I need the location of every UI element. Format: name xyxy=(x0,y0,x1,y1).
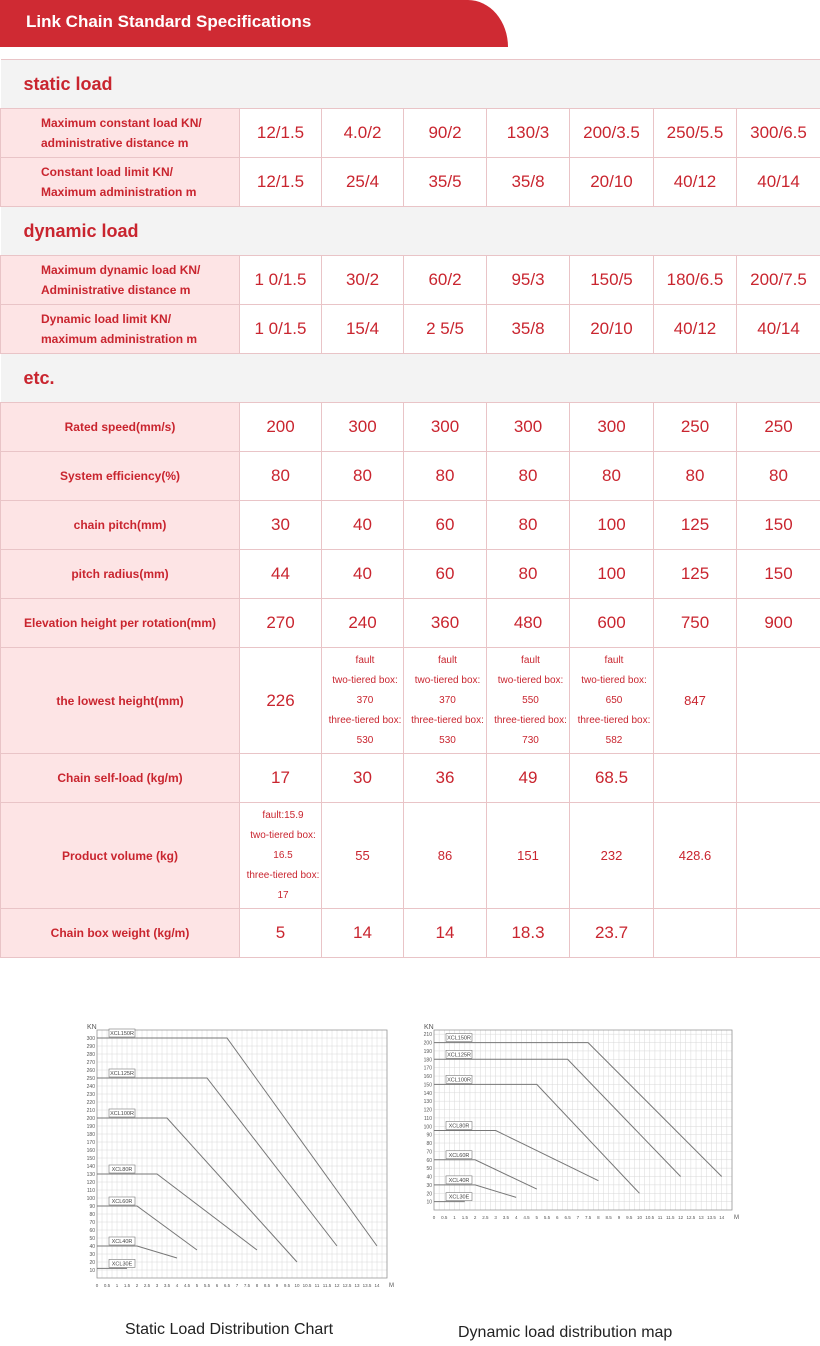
y-tick-label: 190 xyxy=(86,1124,95,1130)
grid xyxy=(97,1030,387,1278)
table-cell: 40 xyxy=(322,501,404,550)
x-tick-label: 0 xyxy=(432,1215,436,1220)
cell-line: 650 xyxy=(605,694,623,706)
x-axis-label: M xyxy=(389,1283,394,1289)
x-tick-label: 9 xyxy=(617,1215,621,1220)
table-cell: 480 xyxy=(487,599,570,648)
row-label: the lowest height(mm) xyxy=(1,648,240,754)
table-cell: 270 xyxy=(240,599,322,648)
x-tick-label: 11 xyxy=(657,1215,663,1220)
table-cell: 55 xyxy=(322,803,404,909)
y-tick-label: 50 xyxy=(89,1236,95,1242)
table-cell: 40/14 xyxy=(737,158,820,207)
y-tick-label: 180 xyxy=(86,1132,95,1138)
y-tick-label: 120 xyxy=(86,1180,95,1186)
x-tick-label: 4 xyxy=(514,1215,518,1220)
table-cell: 86 xyxy=(404,803,487,909)
table-cell: 12/1.5 xyxy=(240,158,322,207)
table-cell: 35/5 xyxy=(404,158,487,207)
table-row xyxy=(1,256,820,305)
x-tick-label: 10 xyxy=(637,1215,643,1220)
x-tick-label: 8 xyxy=(597,1215,600,1220)
x-tick-label: 13 xyxy=(354,1283,360,1288)
series-label: XCL30E xyxy=(111,1261,133,1268)
row-label: pitch radius(mm) xyxy=(1,550,240,599)
table-cell: 2 5/5 xyxy=(404,305,487,354)
table-cell: 90/2 xyxy=(404,109,487,158)
x-tick-label: 10 xyxy=(294,1283,300,1288)
table-cell: 80 xyxy=(570,452,654,501)
grid xyxy=(434,1030,732,1210)
table-cell: 80 xyxy=(404,452,487,501)
table-cell: 44 xyxy=(240,550,322,599)
cell-line: 582 xyxy=(605,734,623,746)
y-tick-label: 140 xyxy=(86,1164,95,1170)
table-row xyxy=(1,158,820,207)
x-tick-label: 5 xyxy=(535,1215,539,1220)
y-tick-label: 150 xyxy=(423,1082,432,1089)
row-label: Product volume (kg) xyxy=(1,803,240,909)
series-label: XCL125R xyxy=(447,1052,471,1059)
y-tick-label: 190 xyxy=(423,1048,432,1055)
cell-line: 16.5 xyxy=(273,849,293,861)
y-tick-label: 40 xyxy=(89,1244,95,1250)
section-dynamic xyxy=(1,207,820,256)
table-cell: 30 xyxy=(322,754,404,803)
table-cell: 300 xyxy=(570,403,654,452)
x-tick-label: 1 xyxy=(453,1215,456,1220)
table-cell: 250 xyxy=(654,403,737,452)
table-cell xyxy=(654,754,737,803)
x-tick-label: 7 xyxy=(576,1215,580,1220)
row-label xyxy=(1,158,240,207)
y-tick-label: 60 xyxy=(426,1157,432,1164)
x-tick-label: 1.5 xyxy=(461,1215,468,1220)
y-tick-label: 80 xyxy=(89,1212,95,1218)
y-tick-label: 270 xyxy=(86,1060,95,1066)
x-tick-label: 2 xyxy=(473,1215,477,1220)
y-tick-label: 240 xyxy=(86,1084,95,1090)
y-tick-label: 250 xyxy=(86,1076,95,1082)
cell-line: 550 xyxy=(522,694,539,706)
y-tick-label: 160 xyxy=(86,1148,95,1154)
row-label: Chain box weight (kg/m) xyxy=(1,909,240,958)
x-axis-label: M xyxy=(734,1215,739,1221)
table-row xyxy=(1,803,820,909)
table-cell: 49 xyxy=(487,754,570,803)
table-cell: 60/2 xyxy=(404,256,487,305)
x-tick-label: 11.5 xyxy=(322,1283,332,1288)
cell-line: 370 xyxy=(439,694,456,706)
y-tick-label: 210 xyxy=(423,1032,432,1039)
x-tick-label: 9 xyxy=(275,1283,279,1288)
table-cell: 100 xyxy=(570,550,654,599)
table-cell: 360 xyxy=(404,599,487,648)
y-tick-label: 200 xyxy=(423,1040,432,1047)
series-label: XCL150R xyxy=(110,1031,134,1037)
x-tick-label: 12.5 xyxy=(342,1283,352,1288)
table-cell xyxy=(737,803,820,909)
y-tick-label: 260 xyxy=(86,1068,95,1074)
table-cell: 900 xyxy=(737,599,820,648)
table-cell: 250/5.5 xyxy=(654,109,737,158)
x-tick-label: 3 xyxy=(494,1215,497,1220)
section-etc xyxy=(1,354,820,403)
y-tick-label: 230 xyxy=(86,1092,95,1098)
table-cell: 14 xyxy=(404,909,487,958)
table-row xyxy=(1,403,820,452)
table-cell: 300 xyxy=(322,403,404,452)
table-cell-multiline xyxy=(404,648,487,754)
y-tick-label: 120 xyxy=(423,1107,432,1114)
table-row xyxy=(1,648,820,754)
series-label: XCL30E xyxy=(448,1194,470,1201)
table-cell: 240 xyxy=(322,599,404,648)
table-cell: 232 xyxy=(570,803,654,909)
table-cell: 100 xyxy=(570,501,654,550)
series-label: XCL125R xyxy=(110,1071,134,1077)
series-label: XCL80R xyxy=(111,1167,133,1173)
row-label-line: Dynamic load limit KN/ xyxy=(41,312,172,326)
x-tick-label: 8.5 xyxy=(605,1215,612,1220)
table-cell: 180/6.5 xyxy=(654,256,737,305)
spec-table xyxy=(0,59,820,958)
table-cell: 80 xyxy=(654,452,737,501)
x-tick-label: 3 xyxy=(155,1283,159,1288)
table-cell: 17 xyxy=(240,754,322,803)
x-tick-label: 0 xyxy=(95,1283,99,1288)
table-cell: 1 0/1.5 xyxy=(240,256,322,305)
cell-line: three-tiered box: xyxy=(246,869,320,881)
y-tick-label: 170 xyxy=(86,1140,95,1146)
table-cell xyxy=(737,909,820,958)
x-tick-label: 13.5 xyxy=(707,1215,716,1220)
table-cell: 15/4 xyxy=(322,305,404,354)
dynamic-load-chart xyxy=(422,1020,742,1230)
y-tick-label: 40 xyxy=(426,1174,432,1181)
x-tick-label: 5.5 xyxy=(203,1283,211,1288)
table-cell: 5 xyxy=(240,909,322,958)
row-label-line: Maximum dynamic load KN/ xyxy=(41,263,201,277)
cell-line: 370 xyxy=(356,694,374,706)
table-cell: 300/6.5 xyxy=(737,109,820,158)
x-tick-label: 0.5 xyxy=(441,1215,448,1220)
row-label: chain pitch(mm) xyxy=(1,501,240,550)
table-cell: 750 xyxy=(654,599,737,648)
y-tick-label: 140 xyxy=(423,1090,432,1097)
table-row xyxy=(1,909,820,958)
y-tick-label: 20 xyxy=(89,1260,95,1266)
table-row xyxy=(1,109,820,158)
y-tick-label: 20 xyxy=(426,1191,432,1198)
x-tick-label: 1.5 xyxy=(123,1283,131,1288)
table-cell: 150 xyxy=(737,550,820,599)
table-cell: 300 xyxy=(487,403,570,452)
x-tick-label: 9.5 xyxy=(626,1215,633,1220)
y-tick-label: 220 xyxy=(86,1100,95,1106)
x-tick-label: 14 xyxy=(374,1283,380,1288)
y-tick-label: 90 xyxy=(89,1204,95,1210)
table-cell: 250 xyxy=(737,403,820,452)
cell-line: two-tiered box: xyxy=(581,674,647,686)
table-cell: 95/3 xyxy=(487,256,570,305)
x-tick-label: 3.5 xyxy=(163,1283,171,1288)
y-tick-label: 280 xyxy=(86,1052,95,1058)
x-tick-label: 5.5 xyxy=(543,1215,551,1220)
table-cell: 1 0/1.5 xyxy=(240,305,322,354)
row-label: Rated speed(mm/s) xyxy=(1,403,240,452)
dynamic-chart-caption: Dynamic load distribution map xyxy=(458,1324,673,1341)
x-tick-label: 11 xyxy=(314,1283,320,1288)
table-row xyxy=(1,452,820,501)
y-tick-label: 170 xyxy=(423,1065,432,1072)
y-tick-label: 110 xyxy=(424,1115,432,1122)
x-tick-label: 8 xyxy=(255,1283,259,1288)
table-cell: 428.6 xyxy=(654,803,737,909)
x-tick-label: 4.5 xyxy=(183,1283,191,1288)
y-axis-label: KN xyxy=(424,1024,434,1031)
series-label: XCL40R xyxy=(111,1239,133,1245)
row-label-line: administrative distance m xyxy=(41,136,189,150)
table-cell: 60 xyxy=(404,501,487,550)
table-cell: 40/12 xyxy=(654,158,737,207)
table-cell: 35/8 xyxy=(487,158,570,207)
table-cell-multiline xyxy=(570,648,654,754)
row-label-line: maximum administration m xyxy=(41,332,198,346)
series-label: XCL60R xyxy=(111,1199,133,1205)
cell-line: fault xyxy=(604,654,624,666)
row-label-line: Constant load limit KN/ xyxy=(41,165,173,179)
table-cell-multiline xyxy=(240,803,322,909)
y-tick-label: 300 xyxy=(86,1036,95,1042)
table-cell: 20/10 xyxy=(570,158,654,207)
section-title: etc. xyxy=(1,354,820,403)
row-label: System efficiency(%) xyxy=(1,452,240,501)
table-cell: 30 xyxy=(240,501,322,550)
section-title: static load xyxy=(1,60,820,109)
table-cell: 150/5 xyxy=(570,256,654,305)
table-cell: 80 xyxy=(487,452,570,501)
static-chart-caption: Static Load Distribution Chart xyxy=(125,1321,334,1338)
cell-line: 730 xyxy=(522,734,539,746)
x-tick-label: 6 xyxy=(556,1215,559,1220)
y-tick-label: 30 xyxy=(426,1182,432,1189)
table-cell: 150 xyxy=(737,501,820,550)
x-tick-label: 11.5 xyxy=(666,1215,675,1220)
y-tick-label: 70 xyxy=(426,1149,432,1156)
y-tick-label: 110 xyxy=(87,1188,95,1194)
row-label-line: Administrative distance m xyxy=(41,283,191,297)
row-label: Elevation height per rotation(mm) xyxy=(1,599,240,648)
row-label-line: Maximum administration m xyxy=(41,185,197,199)
table-cell: 80 xyxy=(240,452,322,501)
cell-line: three-tiered box: xyxy=(494,714,567,726)
row-label xyxy=(1,256,240,305)
cell-line: two-tiered box: xyxy=(332,674,398,686)
table-cell: 151 xyxy=(487,803,570,909)
x-tick-label: 8.5 xyxy=(263,1283,271,1288)
x-tick-label: 0.5 xyxy=(103,1283,111,1288)
table-cell: 125 xyxy=(654,501,737,550)
x-tick-label: 2.5 xyxy=(482,1215,489,1220)
y-tick-label: 90 xyxy=(426,1132,432,1139)
series-label: XCL60R xyxy=(448,1152,470,1159)
table-cell xyxy=(654,909,737,958)
series-label: XCL100R xyxy=(447,1077,471,1084)
table-cell: 4.0/2 xyxy=(322,109,404,158)
cell-line: fault xyxy=(438,654,457,666)
cell-line: three-tiered box: xyxy=(411,714,484,726)
table-cell: 23.7 xyxy=(570,909,654,958)
table-row xyxy=(1,550,820,599)
y-tick-label: 290 xyxy=(86,1044,95,1050)
cell-line: 530 xyxy=(439,734,456,746)
table-cell: 36 xyxy=(404,754,487,803)
cell-line: two-tiered box: xyxy=(414,674,481,686)
table-cell: 80 xyxy=(737,452,820,501)
row-label xyxy=(1,305,240,354)
cell-line: two-tiered box: xyxy=(497,674,564,686)
x-tick-label: 13 xyxy=(698,1215,704,1220)
table-cell: 18.3 xyxy=(487,909,570,958)
table-row xyxy=(1,754,820,803)
cell-line: 17 xyxy=(277,889,289,901)
x-tick-label: 10.5 xyxy=(645,1215,655,1220)
y-tick-label: 80 xyxy=(426,1141,432,1148)
table-cell: 200/7.5 xyxy=(737,256,820,305)
cell-line: two-tiered box: xyxy=(250,829,316,841)
series-label: XCL100R xyxy=(110,1111,134,1117)
x-tick-label: 7 xyxy=(235,1283,239,1288)
y-axis-label: KN xyxy=(87,1024,97,1031)
y-tick-label: 60 xyxy=(89,1228,95,1234)
table-cell: 40 xyxy=(322,550,404,599)
section-title: dynamic load xyxy=(1,207,820,256)
series-label: XCL40R xyxy=(448,1177,470,1184)
table-cell: 20/10 xyxy=(570,305,654,354)
table-row xyxy=(1,501,820,550)
table-cell: 12/1.5 xyxy=(240,109,322,158)
x-tick-label: 2.5 xyxy=(143,1283,151,1288)
row-label xyxy=(1,109,240,158)
table-cell: 80 xyxy=(487,550,570,599)
table-cell: 226 xyxy=(240,648,322,754)
x-tick-label: 6.5 xyxy=(564,1215,571,1220)
table-cell: 300 xyxy=(404,403,487,452)
table-cell-multiline xyxy=(322,648,404,754)
x-tick-label: 6.5 xyxy=(223,1283,231,1288)
cell-line: 530 xyxy=(356,734,374,746)
x-tick-label: 12.5 xyxy=(686,1215,696,1220)
page-title: Link Chain Standard Specifications xyxy=(26,12,312,31)
table-cell: 35/8 xyxy=(487,305,570,354)
table-cell: 30/2 xyxy=(322,256,404,305)
cell-line: fault:15.9 xyxy=(262,809,304,821)
y-tick-label: 130 xyxy=(423,1099,432,1106)
y-tick-label: 130 xyxy=(86,1172,95,1178)
x-tick-label: 1 xyxy=(115,1283,119,1288)
y-tick-label: 70 xyxy=(89,1220,95,1226)
cell-line: fault xyxy=(355,654,375,666)
table-cell: 80 xyxy=(322,452,404,501)
cell-line: fault xyxy=(521,654,540,666)
row-label: Chain self-load (kg/m) xyxy=(1,754,240,803)
table-cell: 200/3.5 xyxy=(570,109,654,158)
table-cell: 847 xyxy=(654,648,737,754)
y-tick-label: 50 xyxy=(426,1166,432,1173)
cell-line: three-tiered box: xyxy=(328,714,402,726)
x-tick-label: 5 xyxy=(195,1283,199,1288)
table-cell: 130/3 xyxy=(487,109,570,158)
x-tick-label: 4.5 xyxy=(523,1215,530,1220)
table-cell: 14 xyxy=(322,909,404,958)
x-tick-label: 10.5 xyxy=(302,1283,312,1288)
x-tick-label: 7.5 xyxy=(243,1283,251,1288)
y-tick-label: 30 xyxy=(89,1252,95,1258)
table-cell-multiline xyxy=(487,648,570,754)
y-tick-label: 210 xyxy=(86,1108,95,1114)
x-tick-label: 12 xyxy=(334,1283,340,1288)
y-tick-label: 180 xyxy=(423,1057,432,1064)
table-cell: 80 xyxy=(487,501,570,550)
row-label-line: Maximum constant load KN/ xyxy=(41,116,202,130)
y-tick-label: 150 xyxy=(86,1156,95,1162)
series-label: XCL150R xyxy=(447,1035,471,1042)
table-cell: 68.5 xyxy=(570,754,654,803)
table-cell xyxy=(737,648,820,754)
y-tick-label: 10 xyxy=(426,1199,432,1206)
table-row xyxy=(1,305,820,354)
table-cell: 125 xyxy=(654,550,737,599)
table-cell: 60 xyxy=(404,550,487,599)
x-tick-label: 14 xyxy=(719,1215,725,1220)
static-load-chart xyxy=(85,1020,395,1300)
table-cell: 40/14 xyxy=(737,305,820,354)
cell-line: three-tiered box: xyxy=(577,714,651,726)
table-cell: 40/12 xyxy=(654,305,737,354)
y-tick-label: 100 xyxy=(86,1196,95,1202)
y-tick-label: 100 xyxy=(423,1124,432,1131)
x-tick-label: 7.5 xyxy=(585,1215,592,1220)
y-tick-label: 200 xyxy=(86,1116,95,1122)
x-tick-label: 3.5 xyxy=(502,1215,510,1220)
y-tick-label: 160 xyxy=(423,1074,432,1081)
x-tick-label: 6 xyxy=(215,1283,219,1288)
table-cell: 25/4 xyxy=(322,158,404,207)
table-cell: 200 xyxy=(240,403,322,452)
table-cell: 600 xyxy=(570,599,654,648)
x-tick-label: 13.5 xyxy=(362,1283,372,1288)
series-label: XCL80R xyxy=(448,1123,470,1130)
table-row xyxy=(1,599,820,648)
x-tick-label: 9.5 xyxy=(283,1283,291,1288)
y-tick-label: 10 xyxy=(89,1268,95,1274)
x-tick-label: 4 xyxy=(175,1283,179,1288)
x-tick-label: 12 xyxy=(678,1215,684,1220)
table-cell xyxy=(737,754,820,803)
x-tick-label: 2 xyxy=(135,1283,139,1288)
section-static xyxy=(1,60,820,109)
